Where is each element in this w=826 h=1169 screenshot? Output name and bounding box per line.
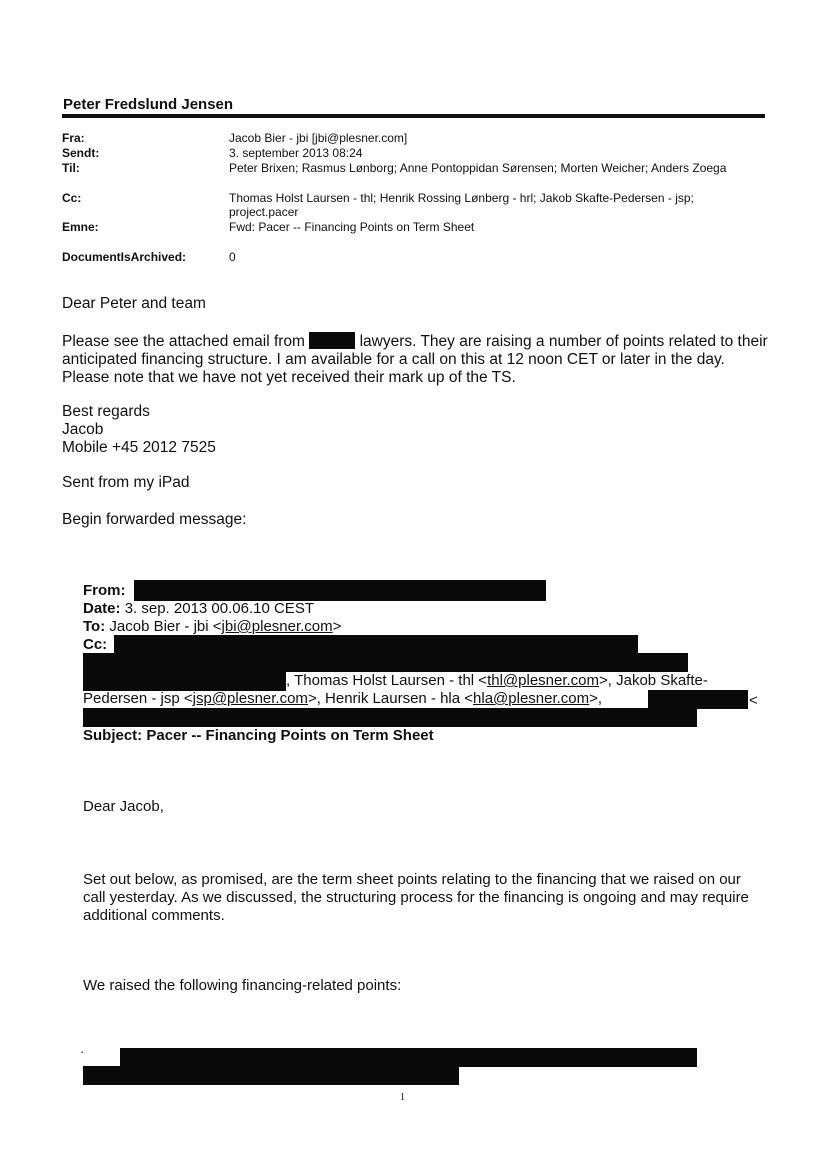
cc-text-2: >, Jakob Skafte-	[599, 672, 708, 689]
cc-value: Thomas Holst Laursen - thl; Henrik Rossing Lønberg - hrl; Jakob Skafte-Pedersen - jsp; project.pacer	[229, 191, 694, 219]
closing: Best regards	[62, 403, 150, 420]
para1-start: Please see the attached email from	[62, 333, 305, 350]
redaction-block	[83, 672, 286, 691]
fwd-cc-line-2	[83, 690, 602, 708]
fwd-cc-line-1	[286, 672, 708, 690]
to-label: Til:	[62, 161, 80, 175]
redaction-block	[83, 708, 697, 727]
fwd-to-name: Jacob Bier - jbi <	[109, 618, 222, 635]
redaction-block	[120, 1048, 697, 1067]
forward-intro: Begin forwarded message:	[62, 511, 247, 528]
signature-mobile: Mobile +45 2012 7525	[62, 439, 216, 456]
fwd-from-line	[83, 582, 126, 600]
fwd-cc-label: Cc:	[83, 636, 108, 653]
subject-value: Fwd: Pacer -- Financing Points on Term Sheet	[229, 220, 475, 234]
signature-name: Jacob	[62, 421, 104, 438]
bullet-marker: ·	[80, 1044, 85, 1059]
fwd-subject-label: Subject:	[83, 727, 143, 744]
fwd-subject-value: Pacer -- Financing Points on Term Sheet	[146, 727, 434, 744]
subject-label: Emne:	[62, 220, 99, 234]
cc-trailing-bracket: <	[749, 692, 758, 709]
header-divider	[62, 114, 765, 118]
body-paragraph-1	[62, 332, 772, 387]
fwd-to-end: >	[332, 618, 342, 635]
fwd-paragraph-2: We raised the following financing-related points:	[83, 977, 402, 994]
fwd-to-line	[83, 618, 341, 636]
to-value: Peter Brixen; Rasmus Lønborg; Anne Pontoppidan Sørensen; Morten Weicher; Anders Zoega	[229, 161, 727, 175]
cc-email-thl[interactable]: thl@plesner.com	[487, 672, 600, 689]
fwd-date-line	[83, 600, 314, 618]
fwd-to-email[interactable]: jbi@plesner.com	[221, 618, 333, 635]
archived-value: 0	[229, 250, 236, 264]
fwd-date-label: Date:	[83, 600, 121, 617]
redaction-block	[83, 1066, 459, 1085]
cc-label: Cc:	[62, 191, 82, 205]
redaction-block	[83, 653, 688, 672]
fwd-cc-label-line	[83, 636, 107, 654]
cc-email-jsp[interactable]: jsp@plesner.com	[192, 690, 308, 707]
page-number: 1	[400, 1092, 405, 1103]
sent-value: 3. september 2013 08:24	[229, 146, 363, 160]
document-owner-name: Peter Fredslund Jensen	[63, 96, 234, 113]
redaction-block	[134, 580, 546, 601]
archived-label: DocumentIsArchived:	[62, 250, 187, 264]
para1-rest: lawyers. They are raising a number of points related to their anticipated financing structure. I am available for a call on this at 12 noon CET or later in the day. Please note that we have not yet received their mark up of the TS.	[62, 333, 768, 386]
fwd-date-value: 3. sep. 2013 00.06.10 CEST	[124, 600, 314, 617]
fwd-to-label: To:	[83, 618, 106, 635]
cc-text-4: >, Henrik Laursen - hla <	[307, 690, 474, 707]
redaction-block	[648, 690, 748, 709]
sent-from: Sent from my iPad	[62, 474, 190, 491]
greeting: Dear Peter and team	[62, 295, 206, 312]
from-value: Jacob Bier - jbi [jbi@plesner.com]	[229, 131, 408, 145]
fwd-subject-line	[83, 727, 434, 745]
cc-text-5: >,	[589, 690, 603, 707]
redaction-block	[114, 635, 638, 654]
inline-redaction	[309, 332, 355, 349]
from-label: Fra:	[62, 131, 85, 145]
fwd-greeting: Dear Jacob,	[83, 798, 164, 815]
fwd-paragraph-1: Set out below, as promised, are the term sheet points relating to the financing that we raised on our call yesterday. As we discussed, the structuring process for the financing is ongoing and may require additional comments.	[83, 871, 749, 924]
sent-label: Sendt:	[62, 146, 100, 160]
cc-text-1: , Thomas Holst Laursen - thl <	[286, 672, 488, 689]
cc-email-hla[interactable]: hla@plesner.com	[473, 690, 590, 707]
fwd-from-label: From:	[83, 582, 126, 599]
cc-text-3: Pedersen - jsp <	[83, 690, 193, 707]
